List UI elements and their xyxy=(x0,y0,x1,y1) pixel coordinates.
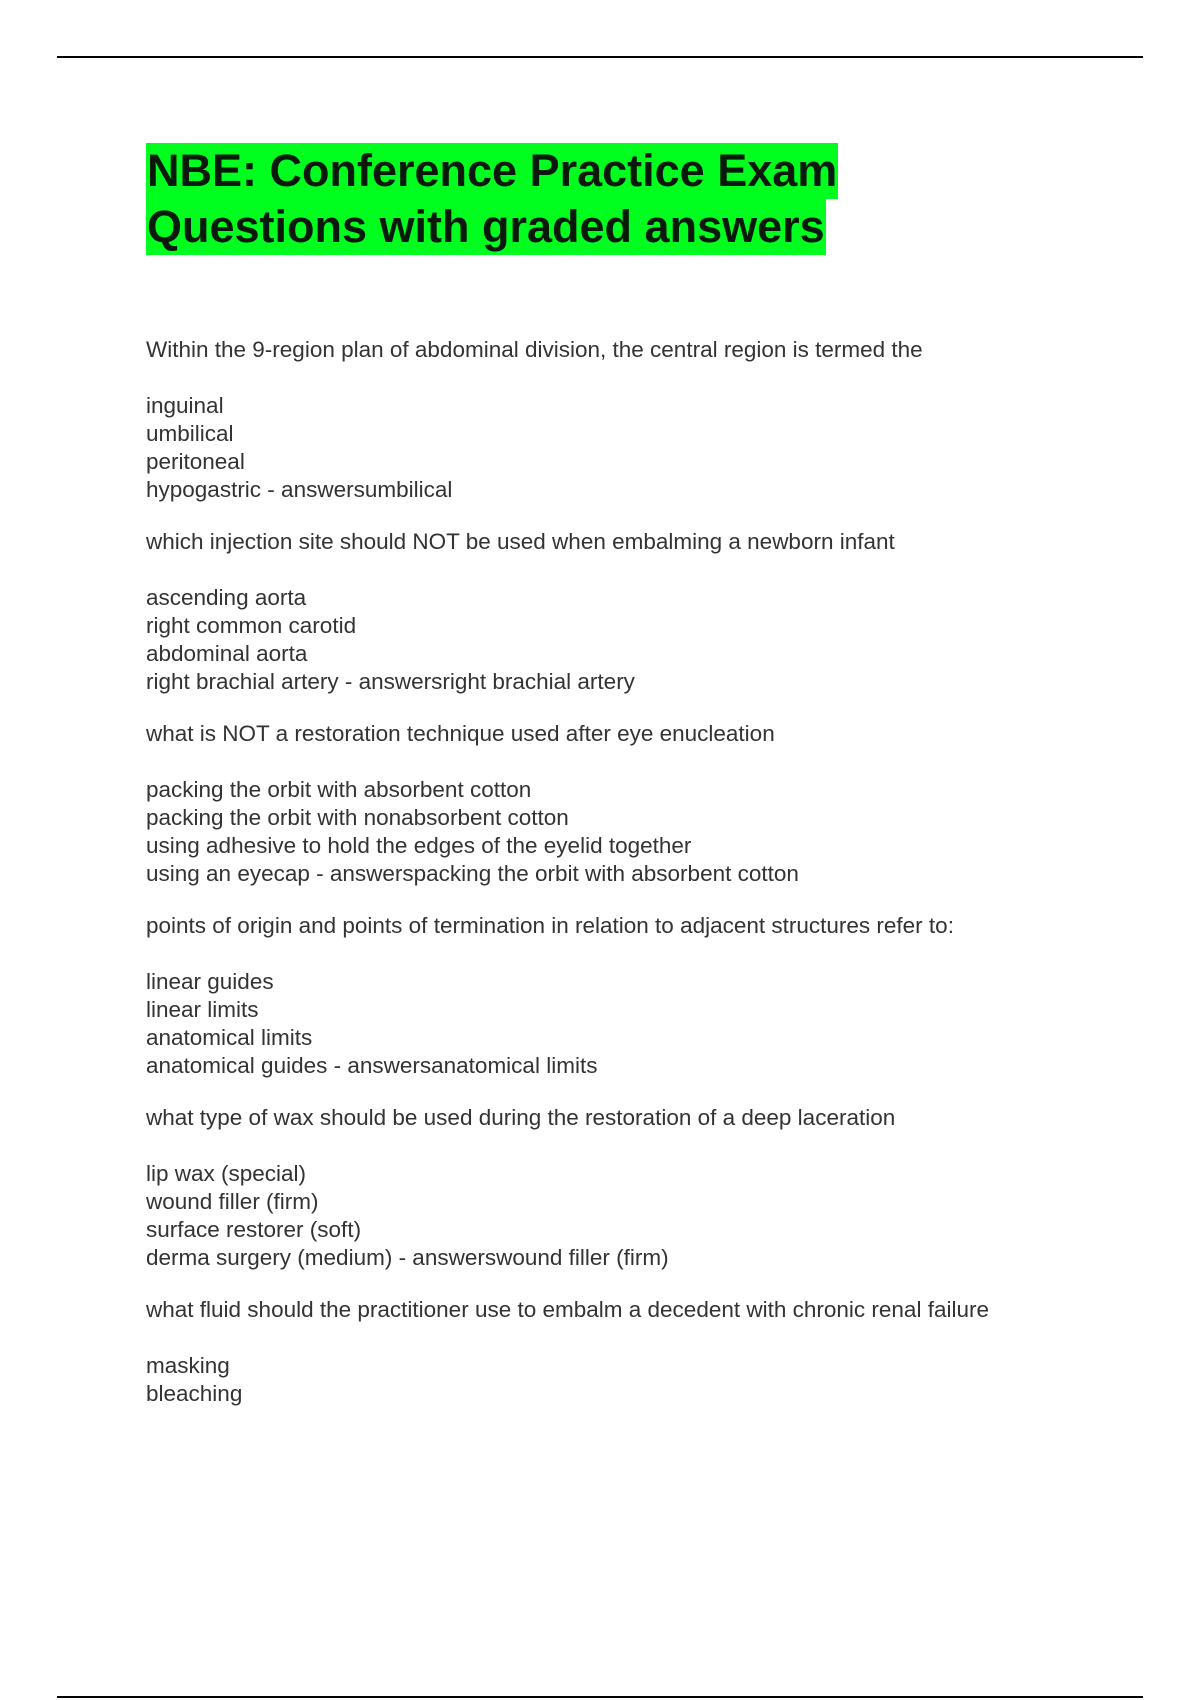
question-text: what fluid should the practitioner use to embalm a decedent with chronic renal failure xyxy=(146,1297,989,1322)
answer-option: surface restorer (soft) xyxy=(146,1217,362,1242)
question-5 xyxy=(146,1104,1146,1272)
answer-option: right common carotid xyxy=(146,613,357,638)
question-list xyxy=(146,336,1146,1432)
title-line-2: Questions with graded answers xyxy=(146,199,826,255)
answer-option: right brachial artery - answersright brachial artery xyxy=(146,669,635,694)
answer-option: linear guides xyxy=(146,969,274,994)
question-1 xyxy=(146,336,1146,504)
answer-option: using an eyecap - answerspacking the orbit with absorbent cotton xyxy=(146,861,799,886)
answer-option: derma surgery (medium) - answerswound filler (firm) xyxy=(146,1245,669,1270)
answer-option: hypogastric - answersumbilical xyxy=(146,477,453,502)
answer-option: using adhesive to hold the edges of the eyelid together xyxy=(146,833,692,858)
answer-option: packing the orbit with nonabsorbent cotton xyxy=(146,805,569,830)
answer-option: packing the orbit with absorbent cotton xyxy=(146,777,532,802)
question-3 xyxy=(146,720,1146,888)
answer-option: inguinal xyxy=(146,393,224,418)
question-text: which injection site should NOT be used when embalming a newborn infant xyxy=(146,529,895,554)
footer-rule xyxy=(57,1696,1143,1698)
answer-option: ascending aorta xyxy=(146,585,307,610)
question-text: points of origin and points of termination in relation to adjacent structures refer to: xyxy=(146,913,954,938)
document-title xyxy=(146,143,838,255)
answer-option: linear limits xyxy=(146,997,259,1022)
answer-option: abdominal aorta xyxy=(146,641,308,666)
header-rule xyxy=(57,56,1143,58)
answer-option: lip wax (special) xyxy=(146,1161,307,1186)
title-line-1: NBE: Conference Practice Exam xyxy=(146,143,838,199)
answer-option: anatomical guides - answersanatomical limits xyxy=(146,1053,598,1078)
answer-option: anatomical limits xyxy=(146,1025,313,1050)
question-text: what is NOT a restoration technique used after eye enucleation xyxy=(146,721,775,746)
answer-option: peritoneal xyxy=(146,449,245,474)
answer-option: wound filler (firm) xyxy=(146,1189,319,1214)
question-4 xyxy=(146,912,1146,1080)
question-6 xyxy=(146,1296,1146,1408)
question-text: what type of wax should be used during the restoration of a deep laceration xyxy=(146,1105,896,1130)
question-2 xyxy=(146,528,1146,696)
answer-option: bleaching xyxy=(146,1381,243,1406)
answer-option: umbilical xyxy=(146,421,234,446)
answer-option: masking xyxy=(146,1353,230,1378)
question-text: Within the 9-region plan of abdominal division, the central region is termed the xyxy=(146,337,923,362)
